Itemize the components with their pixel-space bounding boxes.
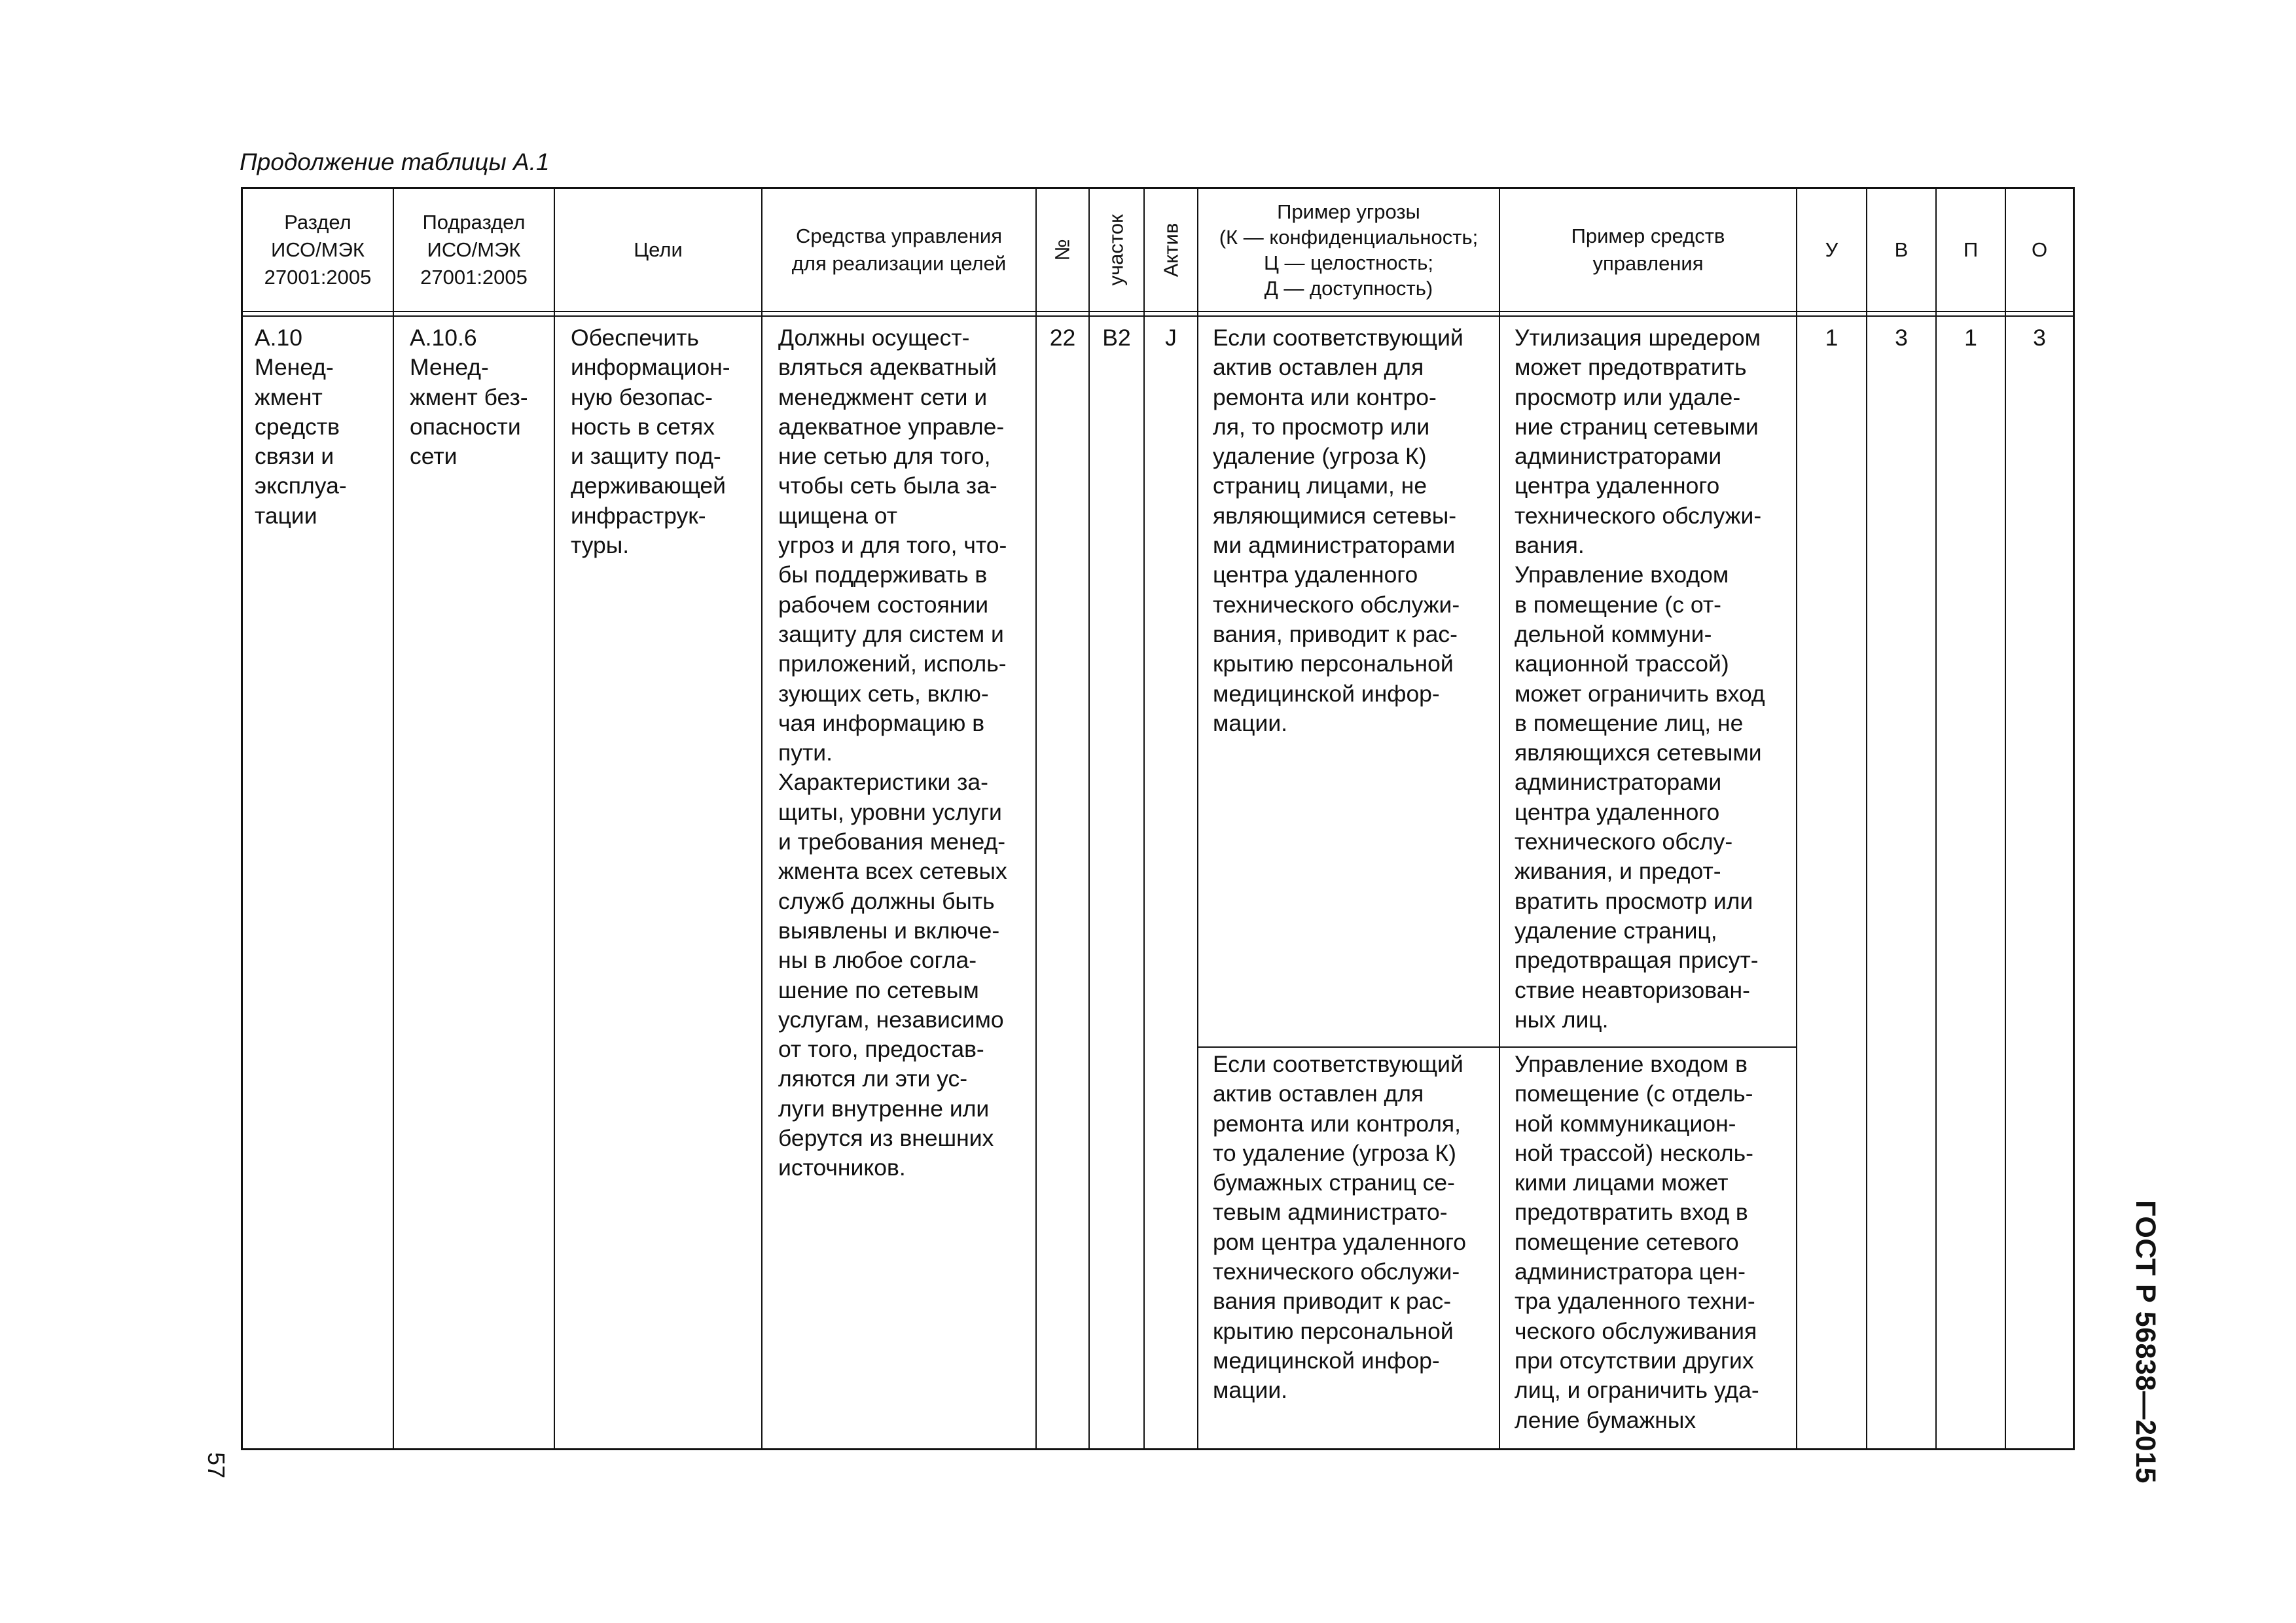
cell-line: пути. xyxy=(778,740,833,766)
cell-subsection xyxy=(394,323,554,1436)
cell-line: угроз и для того, что- xyxy=(778,532,1007,559)
cell-line: мации. xyxy=(1213,1377,1288,1404)
cell-line: Менед- xyxy=(255,354,334,381)
cell-section xyxy=(243,323,393,1436)
cell-line: центра удаленного xyxy=(1515,798,1720,825)
cell-line: живания, и предот- xyxy=(1515,858,1721,885)
cell-line: вания, приводит к рас- xyxy=(1213,620,1458,647)
cell-line: ремонта или контроля, xyxy=(1213,1110,1461,1137)
cell-line: вания. xyxy=(1515,532,1585,559)
header-controls: Средства управления для реализации целей xyxy=(791,224,1007,275)
header-o: О xyxy=(2031,238,2048,261)
cell-line: кими лицами может xyxy=(1515,1169,1729,1196)
cell-line: медицинской инфор- xyxy=(1213,1347,1440,1374)
cell-line: Утилизация шредером xyxy=(1515,325,1761,351)
header-number: № xyxy=(1050,239,1074,261)
cell-line: администраторами xyxy=(1515,443,1722,470)
cell-line: ремонта или контро- xyxy=(1213,383,1437,410)
table-caption: Продолжение таблицы А.1 xyxy=(240,149,550,175)
header-control-example: Пример средств управления xyxy=(1571,224,1725,275)
cell-line: инфраструк- xyxy=(571,502,706,529)
cell-line: услугам, независимо xyxy=(778,1006,1004,1033)
cell-line: просмотр или удале- xyxy=(1515,383,1741,410)
cell-line: чтобы сеть была за- xyxy=(778,473,997,499)
cell-line: и требования менед- xyxy=(778,829,1006,855)
cell-line: крытию персональной xyxy=(1213,651,1454,677)
cell-controls xyxy=(762,323,1035,1436)
cell-line: рабочем состоянии xyxy=(778,591,989,618)
controls-table xyxy=(241,187,2075,1450)
cell-line: служб должны быть xyxy=(778,887,995,914)
cell-line: ны в любое согла- xyxy=(778,947,977,974)
cell-line: А.10.6 xyxy=(410,325,477,351)
cell-p: 1 xyxy=(1964,325,1977,351)
col-line xyxy=(1935,187,1937,1450)
cell-control-2 xyxy=(1500,1050,1796,1446)
cell-line: ляются ли эти ус- xyxy=(778,1065,968,1092)
cell-line: удаление страниц, xyxy=(1515,917,1717,944)
cell-line: ной коммуникацион- xyxy=(1515,1110,1736,1137)
cell-line: А.10 xyxy=(255,325,303,351)
cell-line: ную безопас- xyxy=(571,383,713,410)
cell-line: туры. xyxy=(571,532,630,559)
cell-line: ми администраторами xyxy=(1213,532,1456,559)
col-line xyxy=(1796,187,1797,1450)
cell-line: луги внутренне или xyxy=(778,1095,990,1122)
cell-line: Должны осущест- xyxy=(778,325,970,351)
cell-line: от того, предостав- xyxy=(778,1036,984,1063)
cell-line: в помещение лиц, не xyxy=(1515,709,1744,736)
cell-line: информацион- xyxy=(571,354,730,381)
cell-line: технического обслужи- xyxy=(1213,591,1460,618)
header-v: В xyxy=(1894,238,1909,261)
cell-line: мации. xyxy=(1213,709,1288,736)
cell-threat-1 xyxy=(1198,323,1499,1043)
cell-line: Управление входом в xyxy=(1515,1051,1748,1077)
cell-line: в помещение (с от- xyxy=(1515,591,1721,618)
cell-line: предотвратить вход в xyxy=(1515,1199,1748,1226)
cell-line: актив оставлен для xyxy=(1213,354,1424,381)
cell-line: средств xyxy=(255,413,340,440)
cell-line: приложений, исполь- xyxy=(778,651,1007,677)
cell-line: удаление (угроза К) xyxy=(1213,443,1427,470)
cell-line: страниц лицами, не xyxy=(1213,473,1427,499)
cell-u: 1 xyxy=(1825,325,1839,351)
cell-line: сети xyxy=(410,443,457,470)
cell-line: ние сетью для того, xyxy=(778,443,991,470)
cell-line: жмент без- xyxy=(410,383,528,410)
header-asset: Актив xyxy=(1159,223,1183,277)
cell-line: медицинской инфор- xyxy=(1213,680,1440,707)
cell-line: ние страниц сетевыми xyxy=(1515,413,1759,440)
cell-line: может предотвратить xyxy=(1515,354,1747,381)
cell-o: 3 xyxy=(2033,325,2046,351)
cell-line: Характеристики за- xyxy=(778,769,988,796)
cell-line: ром центра удаленного xyxy=(1213,1228,1466,1255)
cell-line: лиц, и ограничить уда- xyxy=(1515,1377,1759,1404)
cell-line: актив оставлен для xyxy=(1213,1080,1424,1107)
cell-line: ных лиц. xyxy=(1515,1006,1609,1033)
cell-line: защиту для систем и xyxy=(778,620,1004,647)
cell-line: предотвращая присут- xyxy=(1515,947,1759,974)
cell-line: тра удаленного техни- xyxy=(1515,1288,1755,1315)
cell-control-1 xyxy=(1500,323,1796,1046)
cell-line: жмента всех сетевых xyxy=(778,858,1007,885)
cell-line: тевым администрато- xyxy=(1213,1199,1448,1226)
col-line xyxy=(1143,187,1145,1450)
cell-v: 3 xyxy=(1895,325,1908,351)
cell-line: технического обслу- xyxy=(1515,829,1733,855)
cell-number: 22 xyxy=(1049,325,1076,351)
cell-line: держивающей xyxy=(571,473,726,499)
col-line xyxy=(2005,187,2006,1450)
cell-line: администратора цен- xyxy=(1515,1258,1746,1285)
cell-line: может ограничить вход xyxy=(1515,680,1765,707)
col-line xyxy=(1035,187,1037,1450)
header-section: Раздел ИСО/МЭК 27001:2005 xyxy=(264,211,372,289)
cell-line: адекватное управле- xyxy=(778,413,1005,440)
cell-line: Управление входом xyxy=(1515,562,1729,588)
cell-line: эксплуа- xyxy=(255,473,347,499)
document-id: ГОСТ Р 56838—2015 xyxy=(2129,1200,2161,1484)
cell-line: крытию персональной xyxy=(1213,1317,1454,1344)
cell-area: В2 xyxy=(1102,325,1131,351)
cell-line: щищена от xyxy=(778,502,898,529)
cell-line: ление бумажных xyxy=(1515,1406,1696,1433)
cell-line: технического обслужи- xyxy=(1213,1258,1460,1285)
cell-line: ческого обслуживания xyxy=(1515,1317,1757,1344)
cell-line: ной трассой) несколь- xyxy=(1515,1139,1753,1166)
header-goals: Цели xyxy=(634,238,683,261)
cell-line: центра удаленного xyxy=(1515,473,1720,499)
header-separator-double xyxy=(241,315,2075,317)
cell-line: администраторами xyxy=(1515,769,1722,796)
cell-line: дельной коммуни- xyxy=(1515,620,1712,647)
cell-line: являющихся сетевыми xyxy=(1515,740,1762,766)
cell-line: то удаление (угроза К) xyxy=(1213,1139,1456,1166)
header-separator xyxy=(241,311,2075,312)
header-p: П xyxy=(1963,238,1979,261)
cell-line: берутся из внешних xyxy=(778,1125,994,1152)
col-line xyxy=(1866,187,1867,1450)
cell-line: вратить просмотр или xyxy=(1515,887,1753,914)
page-number: 57 xyxy=(202,1452,230,1479)
cell-line: вания приводит к рас- xyxy=(1213,1288,1452,1315)
cell-line: тации xyxy=(255,502,317,529)
cell-line: помещение сетевого xyxy=(1515,1228,1739,1255)
header-subsection: Подраздел ИСО/МЭК 27001:2005 xyxy=(420,211,528,289)
cell-threat-2 xyxy=(1198,1050,1499,1442)
cell-line: помещение (с отдель- xyxy=(1515,1080,1753,1107)
cell-line: и защиту под- xyxy=(571,443,721,470)
cell-line: бы поддерживать в xyxy=(778,562,988,588)
cell-line: являющимися сетевы- xyxy=(1213,502,1457,529)
header-threat: Пример угрозы (К — конфиденциальность; Ц — целостность; Д — доступность) xyxy=(1219,200,1479,300)
cell-line: кационной трассой) xyxy=(1515,651,1729,677)
cell-line: Если соответствующий xyxy=(1213,325,1463,351)
cell-goals xyxy=(555,323,761,1436)
cell-line: Если соответствующий xyxy=(1213,1051,1463,1077)
cell-line: центра удаленного xyxy=(1213,562,1418,588)
cell-line: Обеспечить xyxy=(571,325,699,351)
cell-line: менеджмент сети и xyxy=(778,383,988,410)
table-border-right xyxy=(2073,187,2075,1450)
cell-line: ствие неавторизован- xyxy=(1515,976,1750,1003)
cell-line: ля, то просмотр или xyxy=(1213,413,1430,440)
subrow-separator xyxy=(1197,1046,1797,1048)
cell-line: опасности xyxy=(410,413,521,440)
col-line xyxy=(1088,187,1090,1450)
header-u: У xyxy=(1825,238,1839,261)
cell-line: зующих сеть, вклю- xyxy=(778,680,989,707)
cell-line: щиты, уровни услуги xyxy=(778,798,1002,825)
cell-line: при отсутствии других xyxy=(1515,1347,1754,1374)
cell-line: выявлены и включе- xyxy=(778,917,1000,944)
cell-line: Менед- xyxy=(410,354,489,381)
cell-line: жмент xyxy=(255,383,323,410)
header-area: участок xyxy=(1105,214,1128,286)
cell-line: технического обслужи- xyxy=(1515,502,1762,529)
cell-line: чая информацию в xyxy=(778,709,985,736)
cell-asset: J xyxy=(1165,325,1177,351)
cell-line: вляться адекватный xyxy=(778,354,997,381)
cell-line: ность в сетях xyxy=(571,413,715,440)
table-border-bottom xyxy=(241,1448,2075,1450)
cell-line: связи и xyxy=(255,443,334,470)
cell-line: бумажных страниц се- xyxy=(1213,1169,1455,1196)
cell-line: шение по сетевым xyxy=(778,976,979,1003)
cell-line: источников. xyxy=(778,1154,906,1181)
